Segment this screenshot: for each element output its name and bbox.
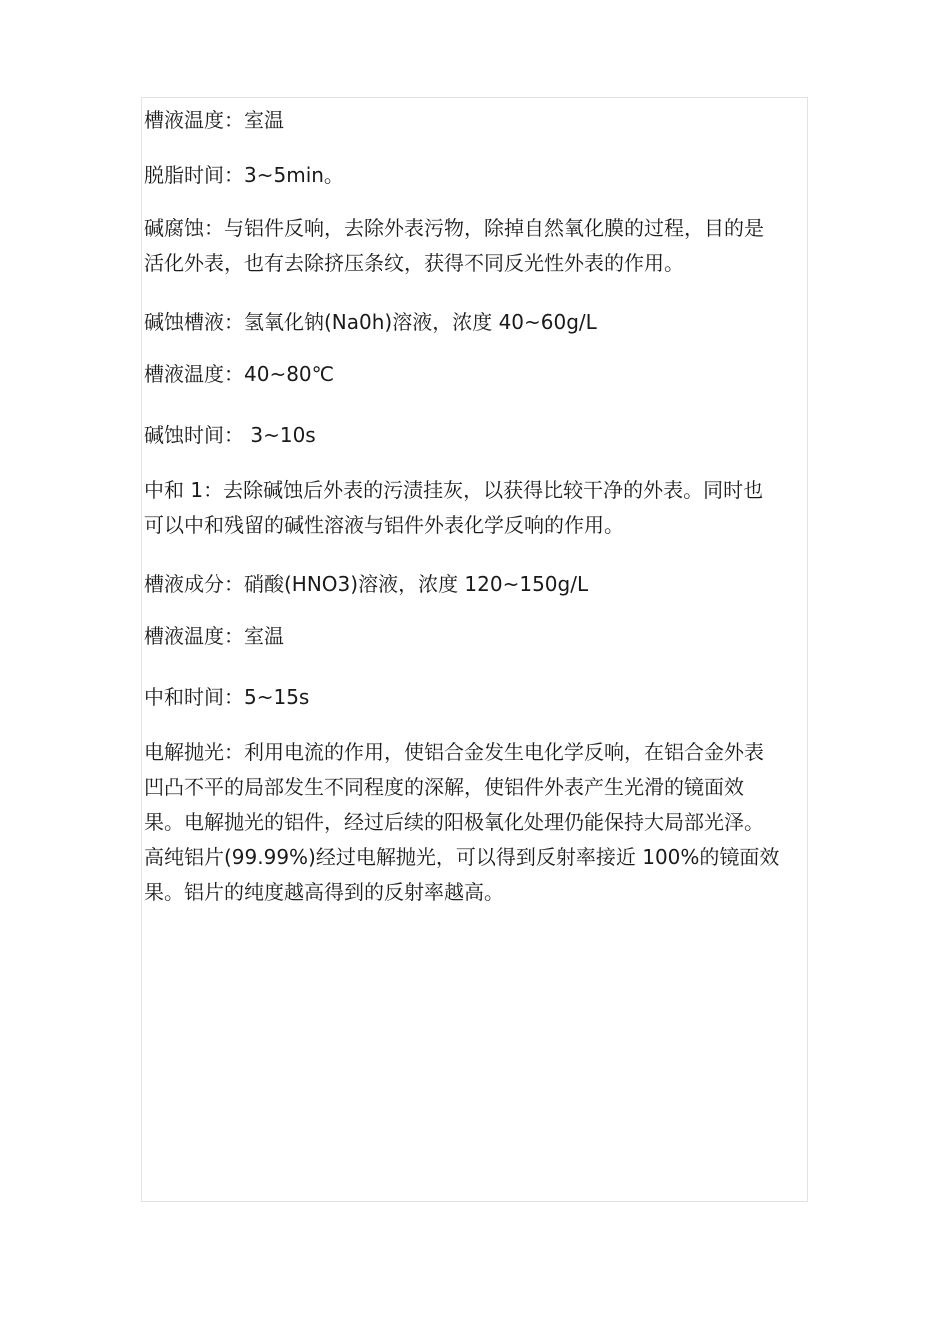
- neutralize-intro-paragraph: [144, 473, 808, 543]
- electropolish-paragraph: [144, 735, 808, 910]
- degrease-time: 脱脂时间：3~5min。: [144, 163, 344, 187]
- neutralize-bath: 槽液成分：硝酸(HNO3)溶液，浓度 120~150g/L: [144, 572, 589, 596]
- paragraph-line: 果。铝片的纯度越高得到的反射率越高。: [144, 880, 504, 904]
- paragraph-line: 活化外表，也有去除挤压条纹，获得不同反光性外表的作用。: [144, 251, 684, 275]
- paragraph-line: 电解抛光：利用电流的作用，使铝合金发生电化学反响，在铝合金外表: [144, 740, 764, 764]
- paragraph-line: 碱腐蚀：与铝件反响，去除外表污物，除掉自然氧化膜的过程，目的是: [144, 216, 764, 240]
- paragraph-line: 高纯铝片(99.99%)经过电解抛光，可以得到反射率接近 100%的镜面效: [144, 845, 780, 869]
- paragraph-line: 可以中和残留的碱性溶液与铝件外表化学反响的作用。: [144, 513, 624, 537]
- alkali-etch-bath: 碱蚀槽液：氢氧化钠(Na0h)溶液，浓度 40~60g/L: [144, 310, 597, 334]
- paragraph-line: 中和 1：去除碱蚀后外表的污渍挂灰，以获得比较干净的外表。同时也: [144, 478, 764, 502]
- paragraph-line: 凹凸不平的局部发生不同程度的深解，使铝件外表产生光滑的镜面效: [144, 775, 744, 799]
- paragraph-line: 果。电解抛光的铝件，经过后续的阳极氧化处理仍能保持大局部光泽。: [144, 810, 764, 834]
- alkali-etch-time: 碱蚀时间： 3~10s: [144, 423, 316, 447]
- alkali-etch-temperature: 槽液温度：40~80℃: [144, 362, 335, 386]
- neutralize-temperature: 槽液温度：室温: [144, 624, 284, 648]
- neutralize-time: 中和时间：5~15s: [144, 685, 310, 709]
- degrease-bath-temperature: 槽液温度：室温: [144, 108, 284, 132]
- alkali-etch-intro-paragraph: [144, 211, 808, 281]
